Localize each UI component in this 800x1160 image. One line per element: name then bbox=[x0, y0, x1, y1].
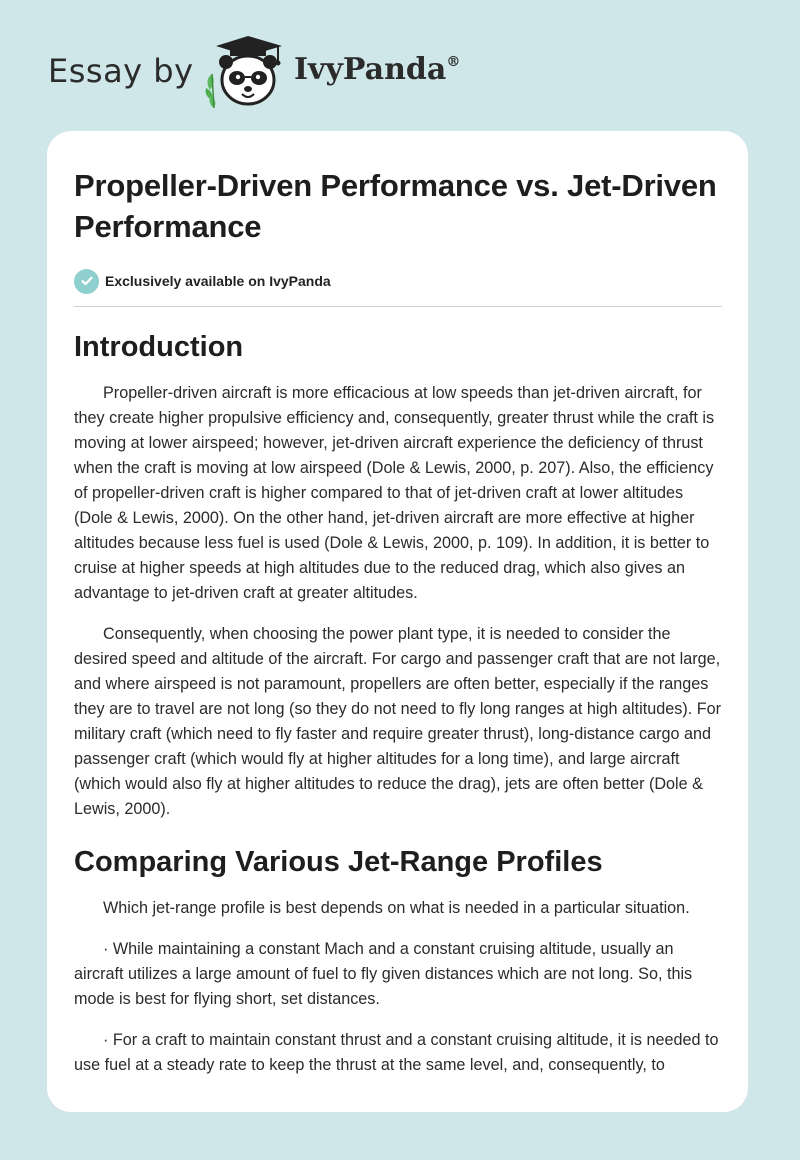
essay-title: Propeller-Driven Performance vs. Jet-Driven Performance bbox=[74, 168, 717, 244]
title-divider bbox=[74, 306, 722, 307]
ivypanda-brand-name[interactable]: IvyPanda® bbox=[294, 52, 461, 87]
bullet-paragraph: · While maintaining a constant Mach and a constant cruising altitude, usually an aircraft utilizes a large amount of fuel to fly given distances which are not long. So, this mode is best for flying short, set distances. bbox=[74, 940, 693, 1008]
essay-content bbox=[74, 165, 722, 1078]
check-circle-icon bbox=[74, 269, 99, 294]
essay-by-label: Essay by bbox=[48, 52, 194, 90]
paragraph: Which jet-range profile is best depends on what is needed in a particular situation. bbox=[103, 899, 690, 917]
exclusive-badge-label: Exclusively available on IvyPanda bbox=[105, 273, 331, 289]
section-heading-introduction: Introduction bbox=[74, 331, 244, 363]
site-header bbox=[48, 34, 508, 110]
paragraph: Propeller-driven aircraft is more efficacious at low speeds than jet-driven aircraft, for they create higher propulsive efficiency and, consequently, greater thrust while the craft is moving at lower airspeed; however, jet-driven aircraft experience the deficiency of thrust when the craft is moving at low airspeed (Dole & Lewis, 2000, p. 207). Also, the efficiency of propeller-driven craft is higher compared to that of jet-driven craft at lower altitudes (Dole & Lewis, 2000). On the other hand, jet-driven aircraft are more effective at higher altitudes because less fuel is used (Dole & Lewis, 2000, p. 109). In addition, it is better to cruise at higher speeds at high altitudes due to the reduced drag, which also gives an advantage to jet-driven craft at greater altitudes. bbox=[74, 384, 715, 602]
essay-card bbox=[47, 131, 748, 1112]
paragraph: Consequently, when choosing the power plant type, it is needed to consider the desired speed and altitude of the aircraft. For cargo and passenger craft that are not large, and where airspeed is not paramount, propellers are often better, especially if the ranges they are to travel are not long (so they do not need to fly long ranges at high altitudes). For military craft (which need to fly faster and require greater thrust), long-distance cargo and passenger craft (which would fly at higher altitudes for a long time), and large aircraft (which would also fly at higher altitudes to reduce the drag), jets are often better (Dole & Lewis, 2000). bbox=[74, 625, 721, 818]
registered-mark: ® bbox=[446, 54, 461, 70]
bullet-paragraph: · For a craft to maintain constant thrust and a constant cruising altitude, it is needed to use fuel at a steady rate to keep the thrust at the same level, and, consequently, to bbox=[74, 1031, 719, 1074]
panda-logo-icon[interactable] bbox=[202, 34, 290, 110]
exclusive-badge bbox=[74, 268, 722, 294]
section-heading-jet-range-profiles: Comparing Various Jet-Range Profiles bbox=[74, 846, 603, 878]
